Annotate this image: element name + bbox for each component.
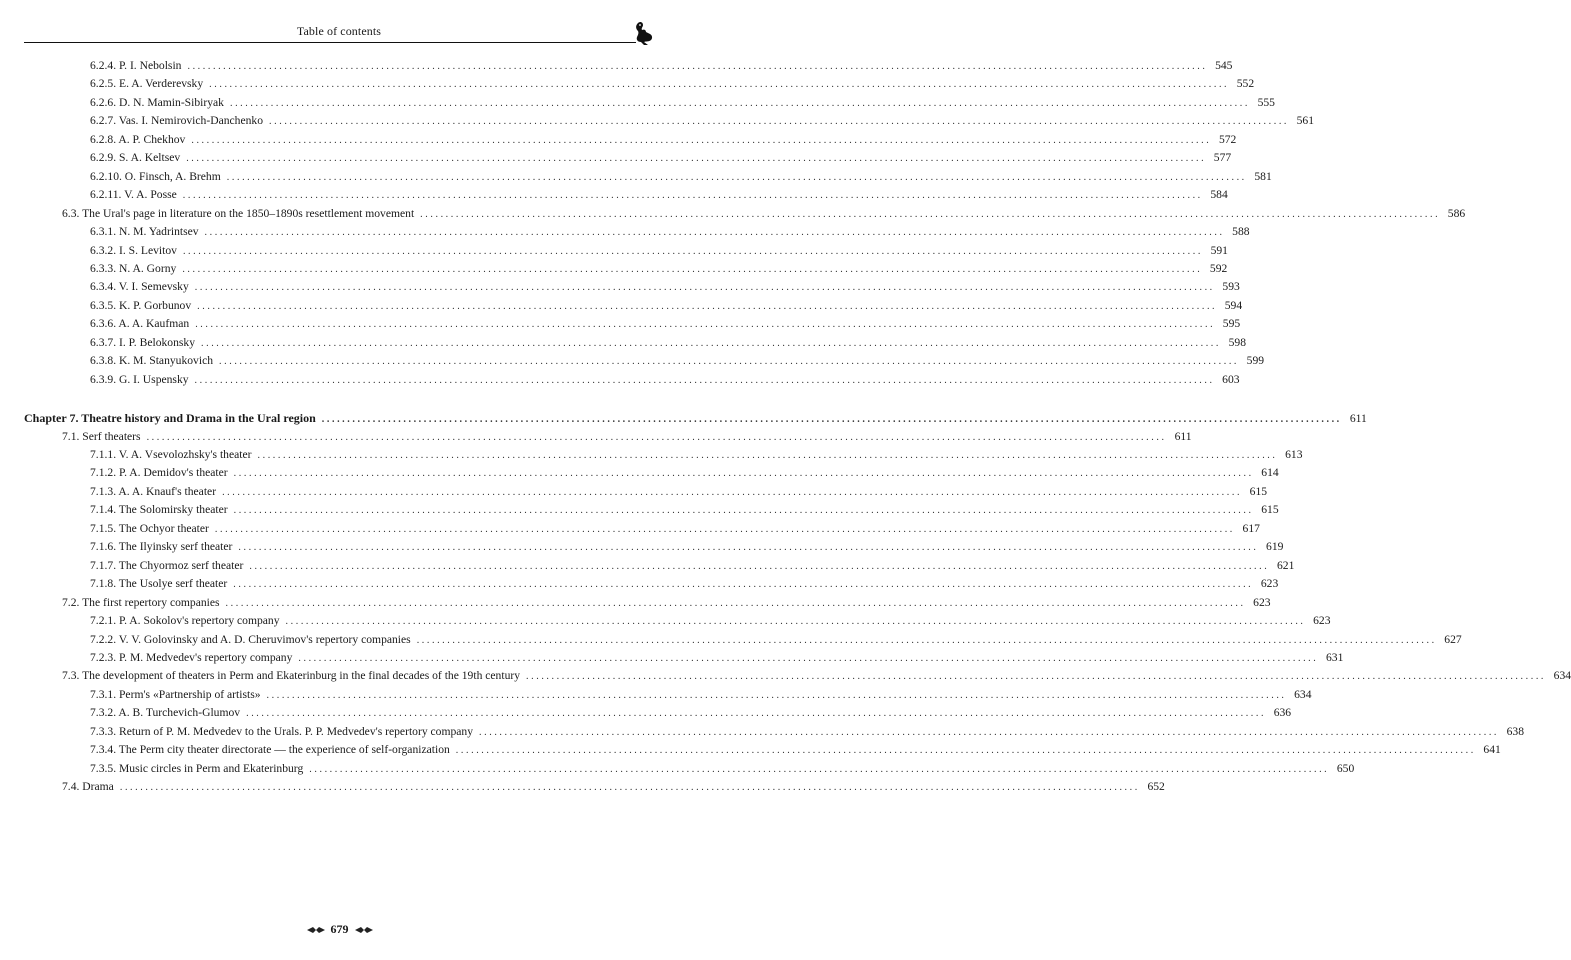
toc-entry-page: 615 <box>1249 484 1268 498</box>
dot-leader: ........................................................................................................................................................................................................ <box>182 245 1203 257</box>
toc-entry-page: 588 <box>1232 225 1250 239</box>
toc-entry-label: 7.3.5. Music circles in Perm and Ekaterinburg <box>90 761 304 775</box>
toc-entry-label: 6.2.6. D. N. Mamin-Sibiryak <box>90 95 224 109</box>
toc-entry-label: 6.2.9. S. A. Keltsev <box>90 151 181 165</box>
toc-entry <box>90 632 1462 650</box>
toc-entry-label: 7.1.3. A. A. Knauf's theater <box>90 484 217 498</box>
dot-leader: ........................................................................................................................................................................................................ <box>119 782 1140 794</box>
dot-leader: ........................................................................................................................................................................................................ <box>225 597 1246 609</box>
toc-entry-label: 7.1.2. P. A. Demidov's theater <box>90 466 228 480</box>
toc-entry <box>90 724 1525 742</box>
toc-entry-page: 611 <box>1174 429 1192 443</box>
toc-entry-page: 636 <box>1273 706 1292 720</box>
toc-entry <box>90 576 1279 594</box>
dot-leader: ........................................................................................................................................................................................................ <box>195 319 1216 331</box>
dot-leader: ........................................................................................................................................................................................................ <box>233 505 1254 517</box>
running-header <box>24 20 654 46</box>
dot-leader: ........................................................................................................................................................................................................ <box>233 579 1254 591</box>
toc-entry-label: 6.3.2. I. S. Levitov <box>90 243 177 257</box>
toc-entry-page: 627 <box>1444 632 1462 646</box>
toc-entry <box>90 372 1240 390</box>
toc-entry <box>90 298 1243 316</box>
toc-entry <box>90 187 1228 205</box>
toc-entry-label: Chapter 7. Theatre history and Drama in the Ural region <box>24 411 316 426</box>
toc-entry <box>90 261 1228 279</box>
toc-entry-page: 621 <box>1276 558 1295 572</box>
toc-entry-page: 581 <box>1254 169 1272 183</box>
toc-entry-page: 561 <box>1296 114 1315 128</box>
toc-entry-page: 552 <box>1236 77 1255 91</box>
toc-chapter-heading <box>24 410 1367 428</box>
toc-entry-page: 555 <box>1257 95 1275 109</box>
dot-leader: ........................................................................................................................................................................................................ <box>201 337 1221 349</box>
toc-entry-label: 6.2.11. V. A. Posse <box>90 188 177 202</box>
toc-entry-label: 6.3.3. N. A. Gorny <box>90 261 177 275</box>
toc-entry-page: 631 <box>1325 650 1344 664</box>
page-number: 679 <box>330 922 349 936</box>
toc-entry <box>90 742 1501 760</box>
dot-leader: ........................................................................................................................................................................................................ <box>321 414 1342 426</box>
toc-entry-label: 6.2.4. P. I. Nebolsin <box>90 59 182 72</box>
toc-entry-page: 623 <box>1313 614 1331 628</box>
dot-leader: ........................................................................................................................................................................................................ <box>187 61 1208 72</box>
toc-entry-label: 6.2.10. O. Finsch, A. Brehm <box>90 169 221 183</box>
toc-entry <box>62 206 1466 224</box>
toc-entry-label: 7.2.3. P. M. Medvedev's repertory company <box>90 650 293 664</box>
toc-entry <box>90 95 1275 113</box>
toc-entry-page: 641 <box>1483 743 1501 757</box>
toc-entry-label: 6.3.1. N. M. Yadrintsev <box>90 225 199 239</box>
toc-entry-page: 598 <box>1228 335 1246 349</box>
toc-entry-label: 7.2.1. P. A. Sokolov's repertory company <box>90 614 280 628</box>
toc-entry <box>90 705 1292 723</box>
toc-entry-label: 6.3.9. G. I. Uspensky <box>90 372 189 386</box>
toc-entry-label: 6.3.4. V. I. Semevsky <box>90 280 189 294</box>
dot-leader: ........................................................................................................................................................................................................ <box>416 634 1437 646</box>
toc-entry-page: 595 <box>1222 317 1241 331</box>
dot-leader: ........................................................................................................................................................................................................ <box>238 542 1259 554</box>
toc-entry <box>90 465 1279 483</box>
toc-entry <box>90 650 1344 668</box>
dot-leader: ........................................................................................................................................................................................................ <box>298 652 1319 664</box>
dot-leader: ........................................................................................................................................................................................................ <box>226 171 1247 183</box>
toc-entry <box>90 687 1312 705</box>
dot-leader: ........................................................................................................................................................................................................ <box>269 116 1290 128</box>
toc-entry-page: 638 <box>1506 724 1525 738</box>
toc-entry-page: 591 <box>1210 243 1228 257</box>
toc-entry <box>62 779 1165 797</box>
toc-entry-page: 615 <box>1261 503 1279 517</box>
toc-entry <box>62 668 1571 686</box>
dot-leader: ........................................................................................................................................................................................................ <box>455 745 1476 757</box>
dot-leader: ........................................................................................................................................................................................................ <box>257 450 1278 461</box>
toc-entry-label: 7.1. Serf theaters <box>62 429 141 443</box>
toc-entry-page: 613 <box>1285 448 1303 461</box>
toc-entry <box>62 429 1192 447</box>
toc-entry <box>90 279 1240 297</box>
toc-entry-page: 586 <box>1447 206 1466 220</box>
header-title: Table of contents <box>296 24 382 38</box>
toc-entry-page: 634 <box>1294 687 1312 701</box>
toc-entry-page: 593 <box>1222 280 1240 294</box>
dot-leader: ........................................................................................................................................................................................................ <box>209 79 1230 91</box>
toc-entry-label: 6.3. The Ural's page in literature on the 1850–1890s resettlement movement <box>62 206 415 220</box>
toc-entry-label: 7.3.4. The Perm city theater directorate — the experience of self-organization <box>90 743 450 757</box>
dot-leader: ........................................................................................................................................................................................................ <box>191 134 1212 146</box>
dot-leader: ........................................................................................................................................................................................................ <box>526 671 1547 683</box>
toc-entry <box>90 150 1232 168</box>
toc-entry-page: 617 <box>1242 521 1260 535</box>
toc-entry <box>90 76 1255 94</box>
toc-entry-page: 650 <box>1336 761 1355 775</box>
toc-entry <box>90 335 1246 353</box>
toc-entry-label: 6.3.5. K. P. Gorbunov <box>90 298 192 312</box>
toc-entry <box>90 169 1272 187</box>
toc-entry-label: 6.2.7. Vas. I. Nemirovich-Danchenko <box>90 114 264 128</box>
toc-entry-page: 577 <box>1213 151 1232 165</box>
toc-entry-page: 603 <box>1222 372 1240 386</box>
dot-leader: ........................................................................................................................................................................................................ <box>194 282 1215 294</box>
dot-leader: ........................................................................................................................................................................................................ <box>146 431 1167 443</box>
dot-leader: ........................................................................................................................................................................................................ <box>219 356 1240 368</box>
toc-entry-label: 7.1.6. The Ilyinsky serf theater <box>90 540 233 554</box>
toc-entry <box>90 502 1279 520</box>
dot-leader: ........................................................................................................................................................................................................ <box>186 153 1207 165</box>
ornament-icon <box>355 926 373 934</box>
toc-entry-label: 6.3.6. A. A. Kaufman <box>90 317 190 331</box>
animal-emblem-icon <box>632 20 654 46</box>
toc-entry-page: 572 <box>1218 132 1237 146</box>
toc-entry-page: 599 <box>1246 354 1265 368</box>
toc-entry-page: 592 <box>1209 261 1228 275</box>
toc-entry-label: 7.2. The first repertory companies <box>62 595 220 609</box>
toc-entry-label: 7.4. Drama <box>62 780 114 794</box>
toc-entry <box>90 539 1284 557</box>
dot-leader: ........................................................................................................................................................................................................ <box>479 726 1500 738</box>
toc-entry-label: 7.3. The development of theaters in Perm and Ekaterinburg in the final decades of the 19th century <box>62 669 521 683</box>
header-rule <box>24 42 636 43</box>
toc-entry-label: 6.2.8. A. P. Chekhov <box>90 132 186 146</box>
dot-leader: ........................................................................................................................................................................................................ <box>197 300 1218 312</box>
toc-entry-page: 619 <box>1266 540 1284 554</box>
toc-entry-label: 6.2.5. E. A. Verderevsky <box>90 77 204 91</box>
dot-leader: ........................................................................................................................................................................................................ <box>204 227 1225 239</box>
dot-leader: ........................................................................................................................................................................................................ <box>246 708 1267 720</box>
dot-leader: ........................................................................................................................................................................................................ <box>249 560 1270 572</box>
toc-entry-page: 634 <box>1553 669 1571 683</box>
dot-leader: ........................................................................................................................................................................................................ <box>233 468 1254 480</box>
toc-entry-page: 652 <box>1147 780 1165 794</box>
toc-entry-label: 7.1.7. The Chyormoz serf theater <box>90 558 244 572</box>
toc-entry-label: 6.3.7. I. P. Belokonsky <box>90 335 195 349</box>
toc-entry-label: 7.1.8. The Usolye serf theater <box>90 577 228 591</box>
toc-entry-label: 7.2.2. V. V. Golovinsky and A. D. Cheruvimov's repertory companies <box>90 632 411 646</box>
toc-entry-label: 7.1.5. The Ochyor theater <box>90 521 209 535</box>
toc-entry-label: 7.3.2. A. B. Turchevich-Glumov <box>90 706 241 720</box>
toc-entry <box>90 761 1355 779</box>
toc-entry-page: 584 <box>1210 188 1228 202</box>
dot-leader: ........................................................................................................................................................................................................ <box>182 263 1203 275</box>
toc-entry <box>90 558 1295 576</box>
toc-entry-page: 623 <box>1253 595 1271 609</box>
toc-entry <box>90 316 1241 334</box>
toc-entry <box>90 132 1237 150</box>
toc-entry-label: 7.1.4. The Solomirsky theater <box>90 503 228 517</box>
toc-entry <box>90 613 1331 631</box>
dot-leader: ........................................................................................................................................................................................................ <box>285 616 1306 628</box>
dot-leader: ........................................................................................................................................................................................................ <box>182 190 1203 202</box>
toc-entry-label: 7.3.1. Perm's «Partnership of artists» <box>90 687 261 701</box>
toc-entry-page: 611 <box>1349 412 1367 426</box>
toc-entry-page: 594 <box>1224 298 1243 312</box>
toc-entry <box>90 113 1315 131</box>
dot-leader: ........................................................................................................................................................................................................ <box>222 486 1243 498</box>
ornament-icon <box>307 926 325 934</box>
toc-entry <box>90 58 1233 76</box>
toc-entry-page: 614 <box>1261 466 1279 480</box>
page-footer <box>0 922 679 937</box>
toc-entry <box>90 243 1228 261</box>
dot-leader: ........................................................................................................................................................................................................ <box>266 689 1287 701</box>
toc-entry-page: 623 <box>1260 577 1279 591</box>
toc-entry-label: 7.3.3. Return of P. M. Medvedev to the Urals. P. P. Medvedev's repertory company <box>90 724 474 738</box>
toc-entry <box>90 484 1268 502</box>
toc-entry-label: 7.1.1. V. A. Vsevolozhsky's theater <box>90 448 252 461</box>
dot-leader: ........................................................................................................................................................................................................ <box>420 208 1441 220</box>
dot-leader: ........................................................................................................................................................................................................ <box>309 763 1330 775</box>
dot-leader: ........................................................................................................................................................................................................ <box>194 374 1215 386</box>
dot-leader: ........................................................................................................................................................................................................ <box>214 523 1235 535</box>
toc-entry <box>90 353 1265 371</box>
toc-entry <box>90 521 1260 539</box>
toc-entry <box>90 224 1250 242</box>
toc-entry-page: 545 <box>1215 59 1233 72</box>
dot-leader: ........................................................................................................................................................................................................ <box>229 97 1250 109</box>
toc-entry <box>90 447 1303 465</box>
toc-entry <box>62 595 1271 613</box>
toc-entry-label: 6.3.8. K. M. Stanyukovich <box>90 354 214 368</box>
